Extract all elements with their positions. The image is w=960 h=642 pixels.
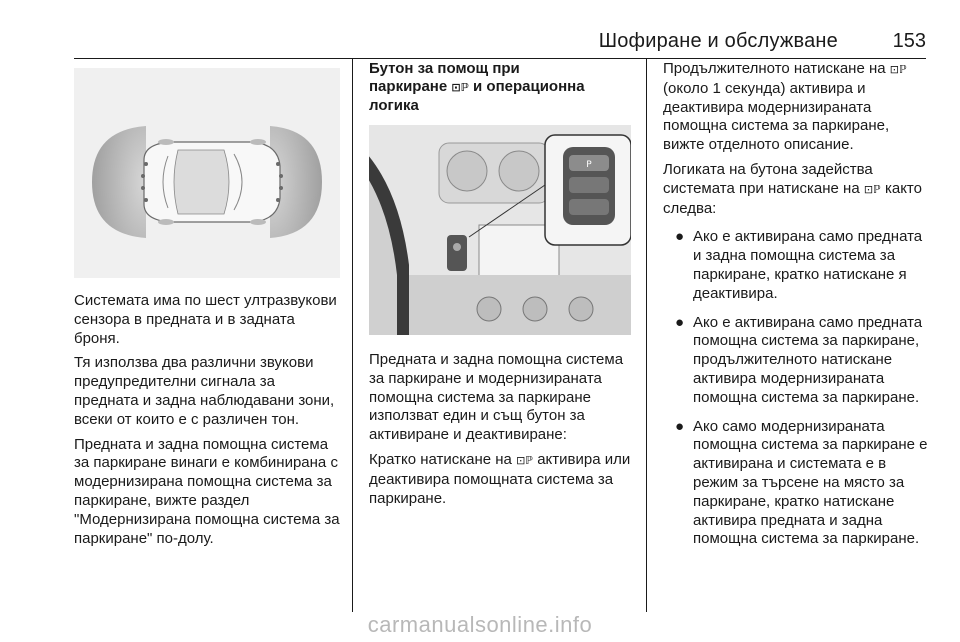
list-item: ● Ако е активирана само предната помощна система за паркиране, продължителното натискане активира модернизираната помощна система за паркиране. [675,313,923,406]
page-header [74,26,926,58]
bullet-icon: ● [675,228,685,246]
park-assist-icon: ⊡ℙ [451,81,469,94]
column-divider-1 [352,58,353,612]
paragraph: Логиката на бутона задейства системата при натискане на ⊡ℙ както следва: [663,160,922,217]
watermark: carmanualsonline.info [367,612,593,637]
heading-line-2: паркиране [369,78,448,95]
paragraph: Предната и задна помощна система за паркиране и модернизираната помощна система за паркиране използват един и същ бутон за активиране и деактивиране: [369,351,624,444]
car-icon [144,139,280,225]
park-assist-icon: ⊡ℙ [863,182,881,196]
list-item: ● Ако само модернизираната помощна система за паркиране е активирана и системата е в режим за търсене на място за паркиране, кратко натискане активира предната и задна помощна система за паркиране. [675,417,928,548]
car-top-view-illustration [74,68,340,278]
column-2 [369,60,635,514]
paragraph: Системата има по шест ултразвукови сензора в предната и в задната броня. [74,292,337,347]
bullet-icon: ● [675,417,685,435]
paragraph: Тя използва два различни звукови предупредителни сигнала за предната и задна наблюдавани зони, всеки от които е с различен тон. [74,354,335,428]
heading-line-1: Бутон за помощ при [369,60,520,77]
header-divider [74,58,926,59]
heading-line-2-suffix: и операционна [473,78,585,95]
paragraph: Продължителното натискане на ⊡ℙ (около 1 секунда) активира и деактивира модернизираната помощна система за паркиране, вижте отделното описание. [663,60,907,154]
column-divider-2 [646,58,647,612]
sensor-zones-figure [74,68,340,278]
rear-zone [92,126,146,238]
page-number: 153 [892,30,926,52]
section-title: Шофиране и обслужване [598,30,838,52]
dashboard-button-figure [369,125,631,335]
paragraph: Предната и задна помощна система за паркиране винаги е комбинирана с модернизирана помощна система за паркиране, вижте раздел "Модернизирана помощна система за паркиране" по-долу. [74,435,340,547]
column-3 [663,60,931,559]
logic-list [663,228,931,549]
section-heading [369,60,635,115]
paragraph: Кратко натискане на ⊡ℙ активира или деактивира помощната система за паркиране. [369,450,631,507]
list-item: ● Ако е активирана само предната и задна помощна система за паркиране, кратко натискане я деактивира. [675,228,923,302]
park-assist-icon: ⊡ℙ [516,453,534,467]
bullet-icon: ● [675,313,685,331]
column-1 [74,60,342,554]
svg-text:P: P [586,160,592,170]
heading-line-3: логика [369,97,419,114]
park-assist-icon: ⊡ℙ [889,63,907,76]
dashboard-illustration [369,125,631,335]
